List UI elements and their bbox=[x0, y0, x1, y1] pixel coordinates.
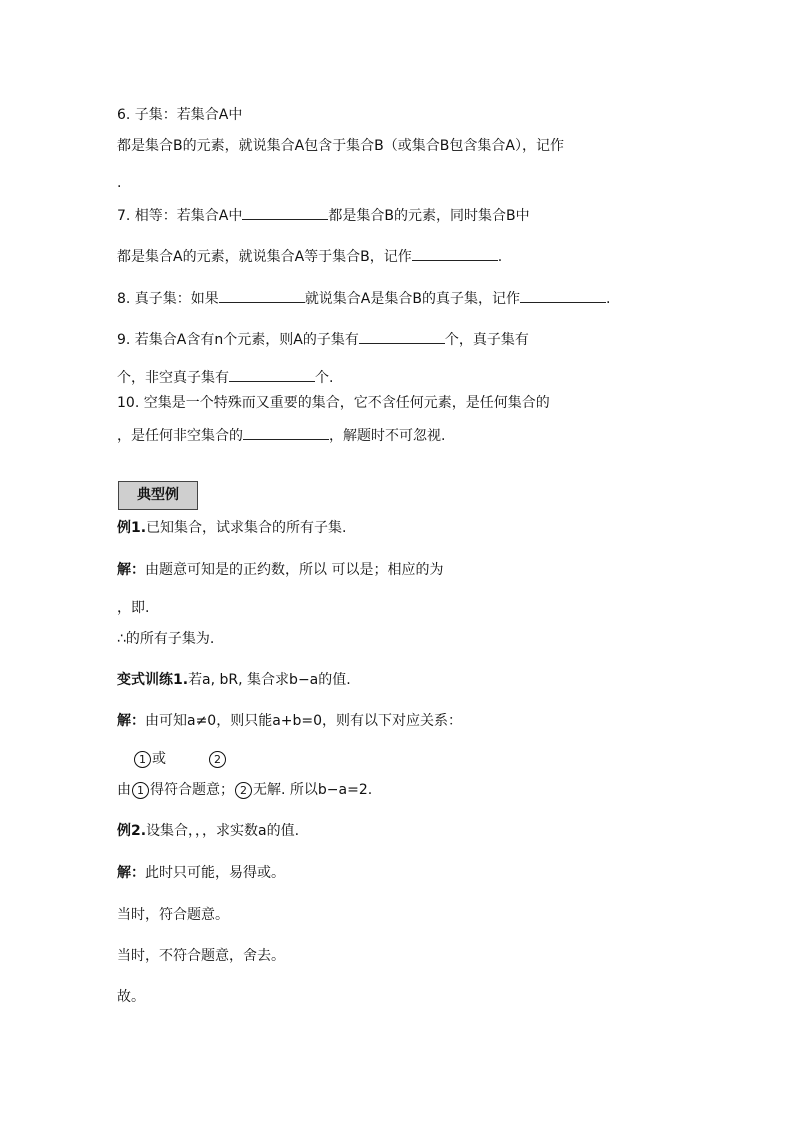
variant1-sol3-b: 得符合题意； bbox=[150, 782, 234, 798]
fill-blank bbox=[243, 425, 329, 440]
variant1-sol3-c: 无解. 所以b−a=2. bbox=[253, 782, 373, 798]
or-text: 或 bbox=[152, 751, 166, 767]
example2-text: 设集合，，，求实数a的值. bbox=[146, 823, 300, 839]
example2-solution-line1 bbox=[117, 864, 285, 882]
def7-text-b: 都是集合B的元素，同时集合B中 bbox=[328, 208, 530, 224]
variant1-solution-line3 bbox=[117, 781, 372, 799]
fill-blank bbox=[242, 205, 328, 220]
example2-label: 例2. bbox=[117, 823, 147, 839]
circled-number-1: 1 bbox=[134, 751, 151, 768]
variant1-text: 若a, bR, 集合求b−a的值. bbox=[188, 672, 351, 688]
def7-text-c: 都是集合A的元素，就说集合A等于集合B，记作 bbox=[117, 249, 412, 265]
def8-text-b: 就说集合A是集合B的真子集，记作 bbox=[304, 291, 520, 307]
example1-label: 例1. bbox=[117, 520, 147, 536]
variant1-solution-line1 bbox=[117, 712, 462, 730]
example2-solution-line4: 故。 bbox=[117, 989, 145, 1005]
example2-solution-line2: 当时，符合题意。 bbox=[117, 907, 229, 923]
def6-line2: 都是集合B的元素，就说集合A包含于集合B（或集合B包含集合A），记作 bbox=[117, 138, 564, 154]
example1-solution-line1 bbox=[117, 561, 443, 579]
def9-line1 bbox=[117, 329, 529, 349]
variant1-cases bbox=[133, 750, 227, 768]
def7-text-d: . bbox=[497, 249, 503, 265]
def9-text-d: 个. bbox=[315, 370, 334, 386]
circled-number-1: 1 bbox=[132, 782, 149, 799]
def9-line2 bbox=[117, 367, 333, 387]
example1-solution-text: 由题意可知是的正约数，所以 可以是；相应的为 bbox=[145, 562, 444, 578]
circled-number-2: 2 bbox=[235, 782, 252, 799]
variant1-question bbox=[117, 671, 351, 689]
def8-text-c: . bbox=[606, 291, 611, 307]
def8-line bbox=[117, 288, 610, 308]
section-heading: 典型例 bbox=[118, 481, 198, 510]
def6-line1: 6. 子集：若集合A中 bbox=[117, 107, 243, 123]
example2-solution-text: 此时只可能，易得或。 bbox=[145, 865, 285, 881]
def6-line3: . bbox=[117, 175, 122, 191]
def10-line2 bbox=[117, 425, 445, 445]
def9-text-c: 个，非空真子集有 bbox=[117, 370, 229, 386]
example1-solution-line2: ，即. bbox=[117, 600, 150, 616]
variant1-sol3-a: 由 bbox=[117, 782, 131, 798]
def7-line2 bbox=[117, 246, 502, 266]
variant1-label: 变式训练1. bbox=[117, 672, 189, 688]
def10-line1: 10. 空集是一个特殊而又重要的集合，它不含任何元素，是任何集合的 bbox=[117, 395, 550, 411]
variant1-solution-text: 由可知a≠0，则只能a+b=0，则有以下对应关系： bbox=[145, 713, 463, 729]
example2-solution-line3: 当时，不符合题意，舍去。 bbox=[117, 948, 285, 964]
example1-solution-line3: ∴的所有子集为. bbox=[117, 631, 215, 647]
fill-blank bbox=[359, 329, 445, 344]
example1-text: 已知集合，试求集合的所有子集. bbox=[146, 520, 347, 536]
solution-label: 解： bbox=[117, 865, 145, 881]
def8-text-a: 8. 真子集：如果 bbox=[117, 291, 219, 307]
def10-text-c: ，解题时不可忽视. bbox=[329, 428, 446, 444]
def10-text-b: ，是任何非空集合的 bbox=[117, 428, 243, 444]
example2-question bbox=[117, 822, 299, 840]
def9-text-a: 9. 若集合A含有n个元素，则A的子集有 bbox=[117, 332, 359, 348]
fill-blank bbox=[219, 288, 305, 303]
fill-blank bbox=[412, 246, 498, 261]
example1-question bbox=[117, 519, 347, 537]
solution-label: 解： bbox=[117, 713, 145, 729]
solution-label: 解： bbox=[117, 562, 145, 578]
fill-blank bbox=[520, 288, 606, 303]
fill-blank bbox=[229, 367, 315, 382]
circled-number-2: 2 bbox=[209, 751, 226, 768]
def7-text-a: 7. 相等：若集合A中 bbox=[117, 208, 243, 224]
def9-text-b: 个，真子集有 bbox=[444, 332, 529, 348]
def7-line1 bbox=[117, 205, 530, 225]
